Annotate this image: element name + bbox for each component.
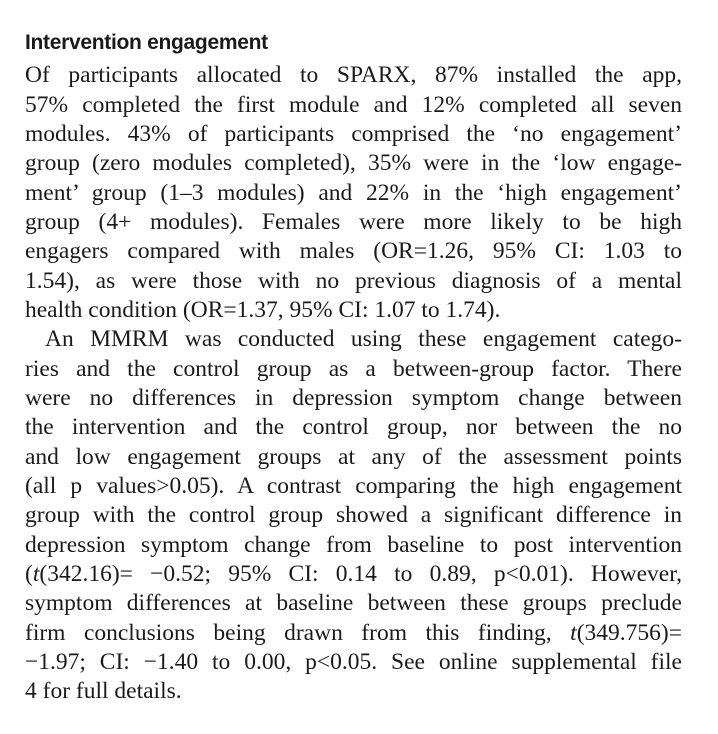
text-line: −1.97; CI: −1.40 to 0.00, p<0.05. See online supplemental file <box>25 649 682 675</box>
text-line: ries and the control group as a between-group factor. There <box>25 356 682 382</box>
text-line: ment’ group (1–3 modules) and 22% in the ‘high engagement’ <box>25 180 682 206</box>
text-line: group with the control group showed a significant difference in <box>25 502 682 528</box>
section-heading: Intervention engagement <box>25 31 268 54</box>
text-line: modules. 43% of participants comprised the ‘no engagement’ <box>25 121 682 147</box>
text-line: and low engagement groups at any of the assessment points <box>25 444 682 470</box>
text-line: Of participants allocated to SPARX, 87% installed the app, <box>25 62 682 88</box>
text-line: group (4+ modules). Females were more likely to be high <box>25 209 682 235</box>
text-line: 4 for full details. <box>25 678 182 704</box>
text-line: symptom differences at baseline between these groups preclude <box>25 590 682 616</box>
text-line: firm conclusions being drawn from this finding, t(349.756)= <box>25 620 682 646</box>
text-line: An MMRM was conducted using these engagement catego- <box>45 326 682 352</box>
text-line: group (zero modules completed), 35% were in the ‘low engage- <box>25 150 682 176</box>
text-line: (t(342.16)= −0.52; 95% CI: 0.14 to 0.89, p<0.01). However, <box>25 561 682 587</box>
text-line: health condition (OR=1.37, 95% CI: 1.07 to 1.74). <box>25 297 501 323</box>
text-line: 57% completed the first module and 12% completed all seven <box>25 92 682 118</box>
text-line: (all p values>0.05). A contrast comparing the high engagement <box>25 473 682 499</box>
text-line: depression symptom change from baseline to post intervention <box>25 532 682 558</box>
text-line: the intervention and the control group, nor between the no <box>25 414 682 440</box>
text-line: 1.54), as were those with no previous diagnosis of a mental <box>25 268 682 294</box>
text-line: engagers compared with males (OR=1.26, 95% CI: 1.03 to <box>25 238 682 264</box>
text-line: were no differences in depression symptom change between <box>25 385 682 411</box>
